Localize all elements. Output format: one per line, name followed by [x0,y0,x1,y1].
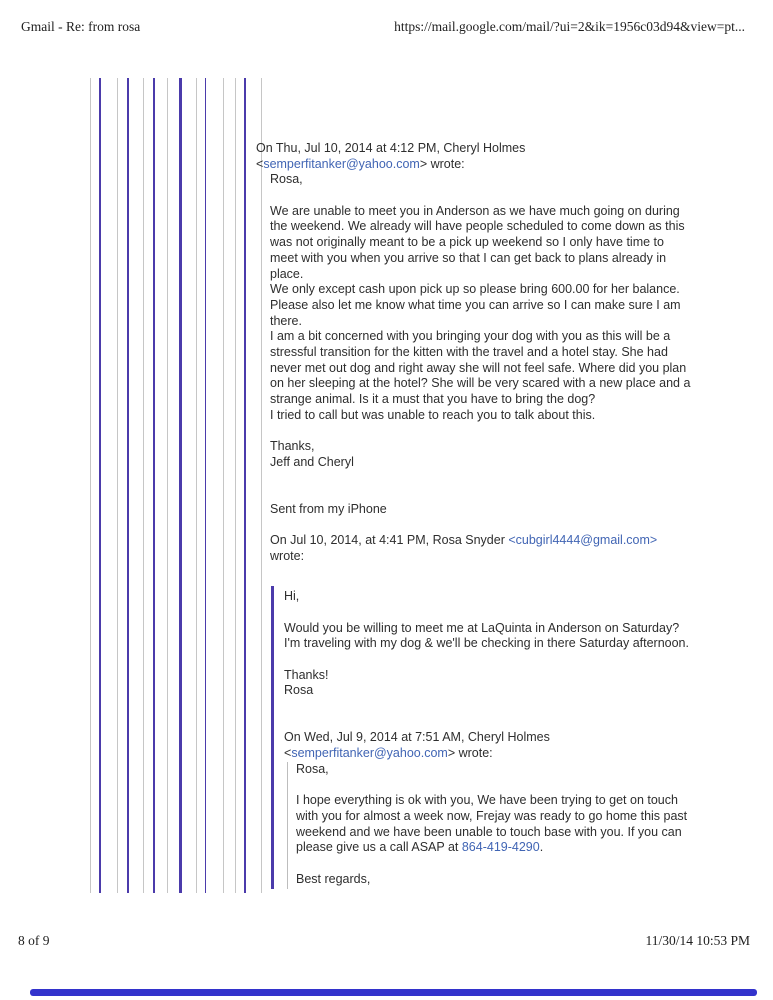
text-span: < [284,746,292,761]
text-line: on her sleeping at the hotel? She will be very scared with a new place and a [270,376,691,391]
print-header-title: Gmail - Re: from rosa [21,19,141,34]
text-line: meet with you when you arrive so that I can get back to plans already in [270,250,667,265]
text-line [296,778,726,794]
text-line [256,157,726,173]
text-line: stressful transition for the kitten with the travel and a hotel stay. She had [270,344,668,359]
print-footer-page-number: 8 of 9 [18,933,50,948]
quote-bar [196,78,197,893]
text-span: please give us a call ASAP at [296,840,462,855]
text-line: there. [270,313,302,328]
bottom-highlight-strip [30,989,757,996]
quote-block-level3 [287,762,726,890]
text-line [270,518,726,534]
quote-bar [244,78,246,893]
email-link[interactable]: semperfitanker@yahoo.com [263,156,420,171]
text-line: Sent from my iPhone [270,501,387,516]
quote-bar [167,78,168,893]
text-line [270,565,726,581]
text-line: On Wed, Jul 9, 2014 at 7:51 AM, Cheryl Holmes [284,730,550,745]
text-line: I am a bit concerned with you bringing your dog with you as this will be a [270,329,671,344]
quote-bar [143,78,144,893]
print-header-url: https://mail.google.com/mail/?ui=2&ik=1956c03d94&view=pt... [394,19,745,34]
text-line [296,840,726,856]
text-line: with you for almost a week now, Frejay was ready to go home this past [296,808,688,823]
text-line: Thanks! [284,667,329,682]
text-line: I'm traveling with my dog & we'll be checking in there Saturday afternoon. [284,636,689,651]
email-content [256,141,726,889]
quote-bar [90,78,91,893]
text-line: Best regards, [296,871,371,886]
text-span: On Jul 10, 2014, at 4:41 PM, Rosa Snyder [270,533,509,548]
text-line: wrote: [270,548,305,563]
text-line: Would you be willing to meet me at LaQuinta in Anderson on Saturday? [284,620,680,635]
email-link[interactable]: <cubgirl4444@gmail.com> [508,533,658,548]
text-line: Please also let me know what time you can arrive so I can make sure I am [270,297,681,312]
text-line: Thanks, [270,439,315,454]
text-line [284,652,726,668]
text-line: the weekend. We already will have people scheduled to come down as this [270,219,685,234]
quote-bar [127,78,129,893]
text-line: Hi, [284,589,300,604]
quote-bar [205,78,206,893]
text-line: Rosa, [270,172,303,187]
text-line: strange animal. Is it a must that you have to bring the dog? [270,392,596,406]
quote-bar [153,78,155,893]
quote-header-msg1 [256,141,726,172]
quote-bar [179,78,182,893]
msg3-body [296,762,726,888]
text-line [284,715,726,731]
phone-link[interactable]: 864-419-4290 [461,840,540,855]
text-line: Rosa, [296,761,329,776]
msg1-body [270,172,726,580]
text-line: On Thu, Jul 10, 2014 at 4:12 PM, Cheryl Holmes [256,141,526,155]
quote-bar [223,78,224,893]
text-line [270,423,726,439]
text-line: was not originally meant to be a pick up weekend so I only have time to [270,235,664,250]
text-line: never met out dog and right away she will not feel safe. Where did you plan [270,360,687,375]
quote-bar [99,78,101,893]
print-footer-timestamp: 11/30/14 10:53 PM [645,933,750,948]
quote-block-level2 [271,586,726,889]
text-span: > wrote: [447,746,493,761]
text-line: We only except cash upon pick up so please bring 600.00 for her balance. [270,282,680,297]
quote-bar [235,78,236,893]
text-line: weekend and we have been unable to touch base with you. If you can [296,824,682,839]
msg2-body [284,589,726,762]
text-line [270,533,726,549]
text-span: > wrote: [419,156,465,171]
text-line: I tried to call but was unable to reach you to talk about this. [270,407,596,422]
text-line: We are unable to meet you in Anderson as we have much going on during [270,203,680,218]
text-line: Jeff and Cheryl [270,454,354,469]
text-line [270,486,726,502]
text-line [284,699,726,715]
text-line: Rosa [284,683,314,698]
text-line [296,856,726,872]
text-line [270,188,726,204]
text-line [284,605,726,621]
text-line [284,746,726,762]
email-link[interactable]: semperfitanker@yahoo.com [291,746,448,761]
text-line [270,470,726,486]
text-line: place. [270,266,304,281]
text-line: I hope everything is ok with you, We have been trying to get on touch [296,793,678,808]
quote-block-level1 [270,172,726,889]
text-span: < [256,156,264,171]
quote-bar [117,78,118,893]
text-span: . [539,840,544,855]
